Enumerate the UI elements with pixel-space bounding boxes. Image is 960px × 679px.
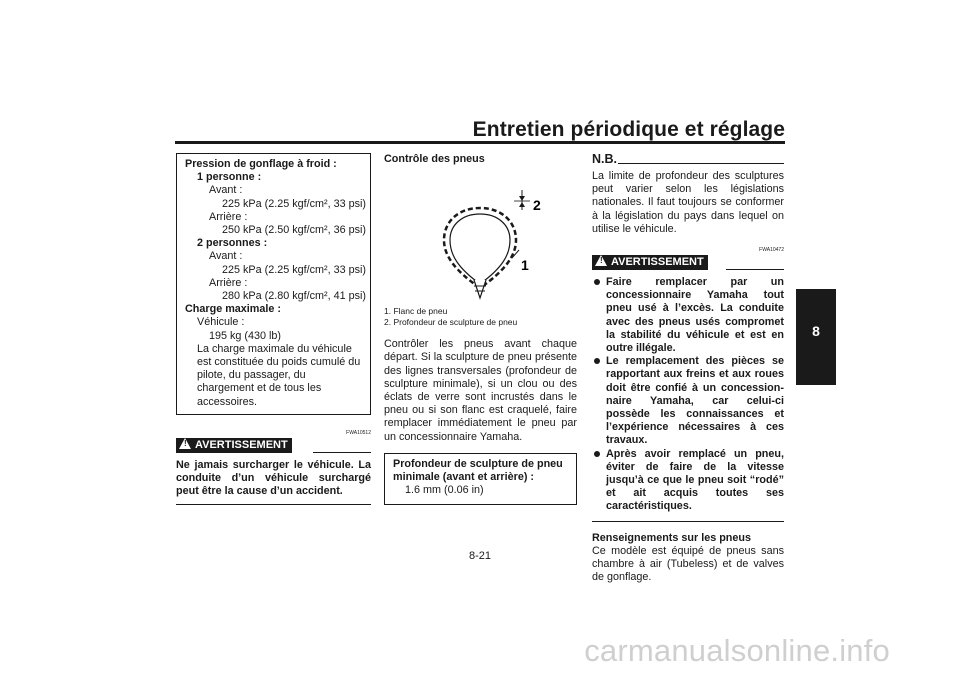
warning-header [592,247,784,272]
warning-bottom-rule [176,504,371,505]
spec-line: 225 kPa (2.25 kgf/cm², 33 psi) [222,263,367,276]
spec-line: Pression de gonflage à froid : [185,158,337,170]
warning-label: AVERTISSEMENT [195,438,288,451]
spec-note: La charge maximale du véhicule est constituée du poids cumulé du pilote, du passager, du chargement et de tous les accessoires. [197,342,361,408]
nb-text: La limite de profondeur des sculptures peut varier selon les législations nationales. Il faut toujours se conformer à la législation du pays dans lequel on utilise le véhicule. [592,170,784,235]
spec-line: 2 personnes : [197,237,268,250]
chapter-tab: 8 [796,289,836,385]
tread-depth-spec-box [384,453,577,506]
warning-bullet-list [592,276,784,514]
spec-line: 1 personne : [197,171,262,184]
figure-captions [384,306,577,328]
tire-pressure-spec-box [176,153,371,415]
tire-check-title: Contrôle des pneus [384,153,485,165]
warning-header-rule [726,269,784,270]
nb-label: N.B. [592,152,617,166]
tread-depth-value: 1.6 mm (0.06 in) [405,484,484,497]
nb-rule [618,163,784,164]
caption-2: 2. Profondeur de sculpture de pneu [384,317,518,328]
warning-header [176,429,371,455]
column-middle [384,153,577,505]
warning-bottom-rule [592,521,784,522]
spec-line: Avant : [209,184,243,197]
spec-line: 280 kPa (2.80 kgf/cm², 41 psi) [222,290,367,303]
callout-1: 1 [521,257,529,274]
watermark: carmanualsonline.info [584,633,890,668]
warning-triangle-icon: ! [595,255,607,266]
caption-1: 1. Flanc de pneu [384,306,448,317]
spec-line: Charge maximale : [185,303,282,316]
tire-check-paragraph: Contrôler les pneus avant chaque départ. Si la sculpture de pneu présente des lignes transversales (profondeur de sculpture minimale), si un clou ou des éclats de verre sont incrustés dans le pneu ou si son flanc est craquelé, faire remplacer immédiatement le pneu par un concessionnaire Yamaha. [384,338,577,443]
tire-illustration [384,170,577,300]
page-header-title: Entretien périodique et réglage [472,118,785,141]
warning-header-rule [313,452,371,453]
warning-text: Ne jamais surcharger le véhicule. La conduite d’un véhicule surchargé peut être la cause d’un accident. [176,458,371,498]
spec-line: Arrière : [209,276,248,289]
nb-header [592,153,784,170]
spec-line: Véhicule : [197,316,245,329]
column-right [592,153,784,584]
callout-2: 2 [533,197,541,214]
spec-line: 250 kPa (2.50 kgf/cm², 36 psi) [222,224,367,237]
spec-line: 195 kg (430 lb) [209,329,282,342]
warning-code: FWA10512 [346,429,371,436]
warning-label: AVERTISSEMENT [611,256,704,269]
warning-triangle-icon: ! [179,438,191,449]
tire-figure [384,170,577,300]
header-rule [175,141,785,144]
spec-line: Avant : [209,250,243,263]
list-item: Après avoir remplacé un pneu, éviter de faire de la vitesse jusqu’à ce que le pneu soit “rodé” et ait acquis toutes ses caractéristiques. [592,448,784,514]
tread-depth-heading: Profondeur de sculpture de pneu minimale (avant et arrière) : [393,457,563,484]
spec-line: 225 kPa (2.25 kgf/cm², 33 psi) [222,197,367,210]
warning-badge [592,255,708,270]
column-left [176,153,371,505]
warning-code: FWA10472 [759,247,784,254]
tire-info-title: Renseignements sur les pneus [592,531,752,544]
list-item: Faire remplacer par un concessionnaire Yamaha tout pneu usé à l’excès. La conduite avec des pneus usés compromet la stabilité du véhicule et est en outre illégale. [592,276,784,355]
page-number: 8-21 [468,550,492,562]
list-item: Le remplacement des pièces se rapportant aux freins et aux roues doit être confié à un concessionnaire Yamaha, car celui-ci possède les connaissances et l’expérience nécessaires à ces travaux. [592,355,784,447]
spec-line: Arrière : [209,210,248,223]
warning-badge [176,438,292,453]
tire-info-text: Ce modèle est équipé de pneus sans chambre à air (Tubeless) et de valves de gonflage. [592,544,784,584]
